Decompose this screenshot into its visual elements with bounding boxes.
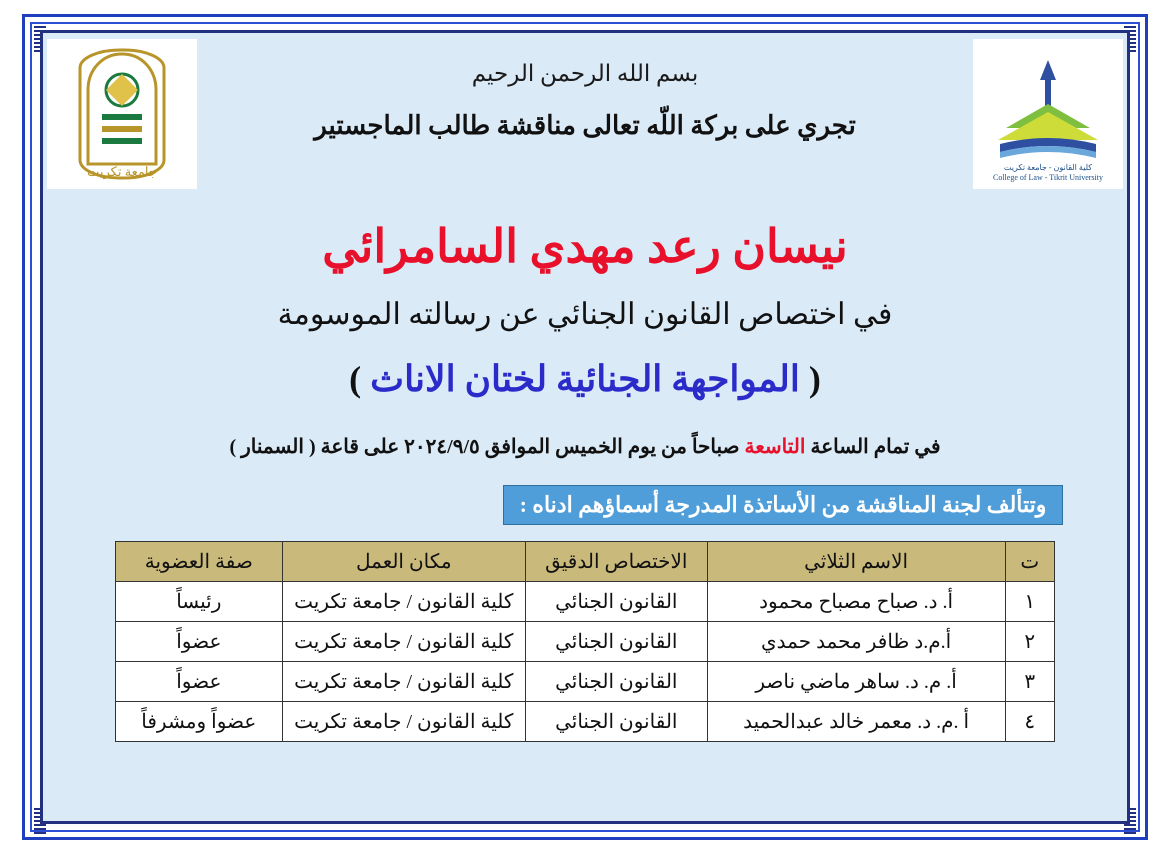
college-caption-en: College of Law - Tikrit University	[993, 173, 1103, 182]
row-workplace: كلية القانون / جامعة تكريت	[282, 622, 525, 662]
table-row	[116, 622, 1055, 662]
row-index: ١	[1005, 582, 1054, 622]
thesis-open-paren: (	[808, 359, 821, 399]
row-index: ٣	[1005, 662, 1054, 702]
row-specialization: القانون الجنائي	[525, 702, 707, 742]
time-middle: صباحاً من يوم الخميس الموافق	[484, 436, 740, 458]
college-of-law-emblem-icon	[973, 39, 1123, 189]
committee-banner: وتتألف لجنة المناقشة من الأساتذة المدرجة أسماؤهم ادناه :	[503, 485, 1063, 525]
tikrit-university-emblem-icon	[47, 39, 197, 189]
specialization-line: في اختصاص القانون الجنائي عن رسالته الموسومة	[277, 298, 893, 331]
time-highlight: التاسعة	[744, 436, 806, 458]
row-name: أ .م. د. معمر خالد عبدالحميد	[707, 702, 1005, 742]
row-name: أ. د. صباح مصباح محمود	[707, 582, 1005, 622]
row-role: عضواً	[116, 662, 283, 702]
poster-header	[43, 33, 1127, 193]
hall-name: ( السمنار )	[229, 436, 316, 458]
thesis-title-row	[43, 358, 1127, 400]
header-index: ت	[1005, 542, 1054, 582]
defense-date: ٢٠٢٤/٩/٥	[404, 436, 480, 458]
row-role: عضواً	[116, 622, 283, 662]
row-workplace: كلية القانون / جامعة تكريت	[282, 702, 525, 742]
row-workplace: كلية القانون / جامعة تكريت	[282, 582, 525, 622]
row-name: أ. م. د. ساهر ماضي ناصر	[707, 662, 1005, 702]
row-workplace: كلية القانون / جامعة تكريت	[282, 662, 525, 702]
intro-line: تجري على بركة اللّه تعالى مناقشة طالب الماجستير	[314, 111, 856, 140]
committee-table	[115, 541, 1055, 742]
header-role: صفة العضوية	[116, 542, 283, 582]
header-specialization: الاختصاص الدقيق	[525, 542, 707, 582]
time-suffix: على قاعة	[320, 436, 400, 458]
row-specialization: القانون الجنائي	[525, 662, 707, 702]
row-role: عضواً ومشرفاً	[116, 702, 283, 742]
row-role: رئيساً	[116, 582, 283, 622]
row-name: أ.م.د ظافر محمد حمدي	[707, 622, 1005, 662]
time-prefix: في تمام الساعة	[810, 436, 941, 458]
basmala-text: بسم الله الرحمن الرحيم	[471, 61, 699, 86]
svg-text:جامعة تكريت: جامعة تكريت	[87, 164, 157, 179]
college-caption-ar: كلية القانون - جامعة تكريت	[1003, 163, 1093, 172]
table-row	[116, 662, 1055, 702]
table-row	[116, 582, 1055, 622]
time-and-place-line	[43, 434, 1127, 459]
poster-content	[40, 30, 1130, 824]
student-name: نيسان رعد مهدي السامرائي	[322, 221, 848, 272]
header-name: الاسم الثلاثي	[707, 542, 1005, 582]
thesis-title: المواجهة الجنائية لختان الاناث	[370, 359, 800, 399]
thesis-close-paren: )	[349, 359, 362, 399]
row-index: ٢	[1005, 622, 1054, 662]
row-specialization: القانون الجنائي	[525, 582, 707, 622]
row-specialization: القانون الجنائي	[525, 622, 707, 662]
table-header-row	[116, 542, 1055, 582]
table-row	[116, 702, 1055, 742]
header-workplace: مكان العمل	[282, 542, 525, 582]
row-index: ٤	[1005, 702, 1054, 742]
